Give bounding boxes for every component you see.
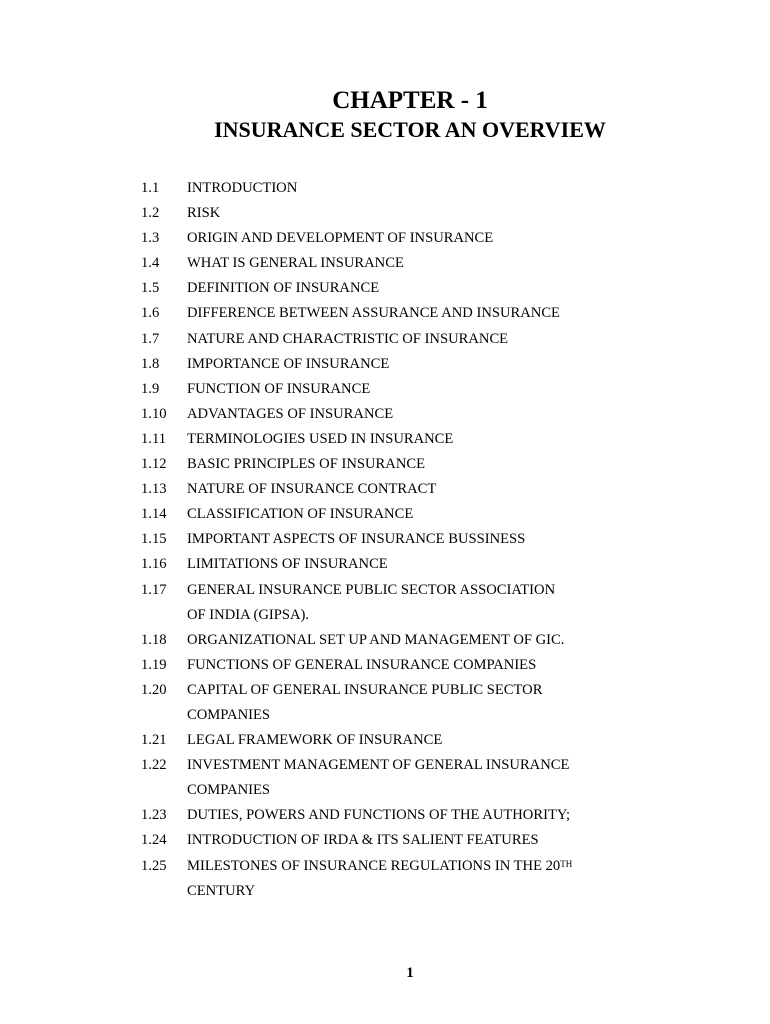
toc-entry-text [187, 251, 741, 276]
toc-entry-line [187, 251, 741, 276]
toc-entry-line [187, 301, 741, 326]
toc-entry-text [187, 753, 741, 803]
toc-entry-text [187, 226, 741, 251]
toc-entry [141, 803, 741, 828]
toc-entry-line-text: WHAT IS GENERAL INSURANCE [187, 255, 404, 272]
toc-entry-line-text: IMPORTANCE OF INSURANCE [187, 355, 390, 372]
toc-entry-line-text: IMPORTANT ASPECTS OF INSURANCE BUSSINESS [187, 531, 526, 548]
toc-entry [141, 854, 741, 904]
toc-entry-line-text: CENTURY [187, 882, 256, 899]
toc-entry-line-text: FUNCTION OF INSURANCE [187, 380, 371, 397]
toc-entry-line-text: INTRODUCTION OF IRDA & ITS SALIENT FEATURES [187, 832, 539, 849]
toc-entry-number: 1.10 [141, 405, 167, 422]
toc-entry-text [187, 552, 741, 577]
toc-entry [141, 578, 741, 628]
toc-entry-line [187, 502, 741, 527]
toc-entry-line [187, 778, 741, 803]
toc-entry [141, 427, 741, 452]
toc-entry-number: 1.5 [141, 280, 160, 297]
toc-entry-line-text: INTRODUCTION [187, 180, 298, 196]
toc-entry-line-text: FUNCTIONS OF GENERAL INSURANCE COMPANIES [187, 656, 537, 673]
toc-entry-line-text: INVESTMENT MANAGEMENT OF GENERAL INSURANCE [187, 757, 570, 774]
toc-entry-line [187, 226, 741, 251]
toc-entry [141, 753, 741, 803]
toc-entry-text [187, 854, 741, 904]
toc-entry-number: 1.6 [141, 305, 160, 322]
toc-entry-number: 1.16 [141, 556, 167, 573]
toc-entry-line-text: MILESTONES OF INSURANCE REGULATIONS IN THE 20 [187, 857, 561, 874]
toc-entry-line-text: OF INDIA (GIPSA). [187, 606, 310, 623]
toc-entry-line-text: ORIGIN AND DEVELOPMENT OF INSURANCE [187, 230, 494, 247]
chapter-title: INSURANCE SECTOR AN OVERVIEW [214, 117, 606, 142]
toc-entry [141, 276, 741, 301]
toc-entry-line-text: NATURE AND CHARACTRISTIC OF INSURANCE [187, 330, 509, 347]
toc-entry-superscript: TH [560, 858, 573, 869]
toc-entry-line-text: TERMINOLOGIES USED IN INSURANCE [187, 430, 454, 447]
toc-entry-text [187, 201, 741, 226]
toc-entry [141, 653, 741, 678]
toc-entry-number: 1.25 [141, 857, 167, 874]
toc-entry-line [187, 377, 741, 402]
toc-entry-number: 1.4 [141, 255, 160, 272]
toc-entry [141, 628, 741, 653]
toc-entry-text [187, 678, 741, 728]
toc-entry-line-text: BASIC PRINCIPLES OF INSURANCE [187, 456, 426, 473]
toc-entry-line-text: COMPANIES [187, 782, 270, 799]
toc-entry-line-text: ADVANTAGES OF INSURANCE [187, 405, 394, 422]
toc-entry-line [187, 628, 741, 653]
toc-entry [141, 452, 741, 477]
toc-entry-line-text: GENERAL INSURANCE PUBLIC SECTOR ASSOCIATION [187, 581, 556, 598]
toc-entry-text [187, 377, 741, 402]
toc-entry-number: 1.23 [141, 807, 167, 824]
toc-entry-line [187, 703, 741, 728]
toc-entry-text [187, 653, 741, 678]
toc-entry-line-text: NATURE OF INSURANCE CONTRACT [187, 481, 437, 498]
toc-entry-line [187, 828, 741, 853]
page-number: 1 [406, 965, 414, 981]
toc-entry-line-text: CAPITAL OF GENERAL INSURANCE PUBLIC SECTOR [187, 681, 543, 698]
toc-entry-line [187, 176, 741, 201]
toc-entry-text [187, 502, 741, 527]
toc-entry-line [187, 653, 741, 678]
toc-entry-line [187, 276, 741, 301]
toc-entry [141, 352, 741, 377]
toc-entry-number: 1.19 [141, 656, 167, 673]
toc-entry-line-text: DEFINITION OF INSURANCE [187, 280, 380, 297]
toc-entry-text [187, 803, 741, 828]
toc-entry-number: 1.15 [141, 531, 167, 548]
toc-entry-number: 1.9 [141, 380, 160, 397]
toc-entry-text [187, 527, 741, 552]
toc-entry-line [187, 527, 741, 552]
toc-entry-line [187, 803, 741, 828]
toc-entry-number: 1.20 [141, 681, 167, 698]
toc-entry-line [187, 352, 741, 377]
toc-entry-line-text: COMPANIES [187, 706, 270, 723]
toc-entry-line [187, 854, 741, 879]
toc-entry-number: 1.24 [141, 832, 167, 849]
toc-entry-text [187, 427, 741, 452]
toc-entry-line-text: DIFFERENCE BETWEEN ASSURANCE AND INSURANCE [187, 305, 560, 322]
toc-entry-number: 1.22 [141, 757, 167, 774]
toc-entry-line [187, 728, 741, 753]
toc-entry-number: 1.13 [141, 481, 167, 498]
toc-entry-text [187, 578, 741, 628]
toc-entry [141, 728, 741, 753]
toc-entry-text [187, 728, 741, 753]
toc-entry-line [187, 327, 741, 352]
table-of-contents [141, 176, 741, 904]
toc-entry [141, 402, 741, 427]
toc-entry-number: 1.12 [141, 456, 167, 473]
toc-entry-number: 1.18 [141, 631, 167, 648]
toc-entry-number: 1.8 [141, 355, 160, 372]
toc-entry-line-text: CLASSIFICATION OF INSURANCE [187, 506, 414, 523]
toc-entry-text [187, 276, 741, 301]
toc-entry-line [187, 578, 741, 603]
toc-entry [141, 678, 741, 728]
chapter-heading: CHAPTER - 1 [332, 87, 488, 114]
toc-entry-line-text: LEGAL FRAMEWORK OF INSURANCE [187, 732, 443, 749]
toc-entry-line-text: ORGANIZATIONAL SET UP AND MANAGEMENT OF GIC. [187, 631, 565, 648]
toc-entry [141, 251, 741, 276]
toc-entry-text [187, 477, 741, 502]
toc-entry-line [187, 879, 741, 904]
toc-entry [141, 828, 741, 853]
toc-entry-line [187, 427, 741, 452]
toc-entry-line-text: LIMITATIONS OF INSURANCE [187, 556, 388, 573]
toc-entry-line [187, 452, 741, 477]
toc-entry-text [187, 828, 741, 853]
toc-entry-number: 1.3 [141, 230, 160, 247]
toc-entry [141, 201, 741, 226]
toc-entry-line [187, 402, 741, 427]
toc-entry-line-text: DUTIES, POWERS AND FUNCTIONS OF THE AUTHORITY; [187, 807, 571, 824]
toc-entry-line [187, 753, 741, 778]
toc-entry-text [187, 176, 741, 201]
toc-entry [141, 226, 741, 251]
toc-entry-line [187, 552, 741, 577]
toc-entry-line [187, 603, 741, 628]
toc-entry-line [187, 201, 741, 226]
toc-entry [141, 552, 741, 577]
toc-entry [141, 301, 741, 326]
toc-entry [141, 502, 741, 527]
toc-entry-text [187, 301, 741, 326]
toc-entry-line [187, 678, 741, 703]
toc-entry-number: 1.21 [141, 732, 167, 749]
toc-entry [141, 527, 741, 552]
toc-entry-line [187, 477, 741, 502]
toc-entry-text [187, 402, 741, 427]
toc-entry-number: 1.2 [141, 205, 160, 222]
toc-entry-text [187, 352, 741, 377]
toc-entry-number: 1.17 [141, 581, 167, 598]
toc-entry-number: 1.11 [141, 430, 166, 447]
toc-entry-text [187, 327, 741, 352]
toc-entry [141, 327, 741, 352]
toc-entry-number: 1.1 [141, 180, 160, 196]
toc-entry [141, 477, 741, 502]
toc-entry [141, 377, 741, 402]
toc-entry-line-text: RISK [187, 205, 221, 222]
toc-entry-text [187, 452, 741, 477]
toc-entry-number: 1.14 [141, 506, 167, 523]
toc-entry [141, 176, 741, 201]
toc-entry-number: 1.7 [141, 330, 160, 347]
toc-entry-text [187, 628, 741, 653]
